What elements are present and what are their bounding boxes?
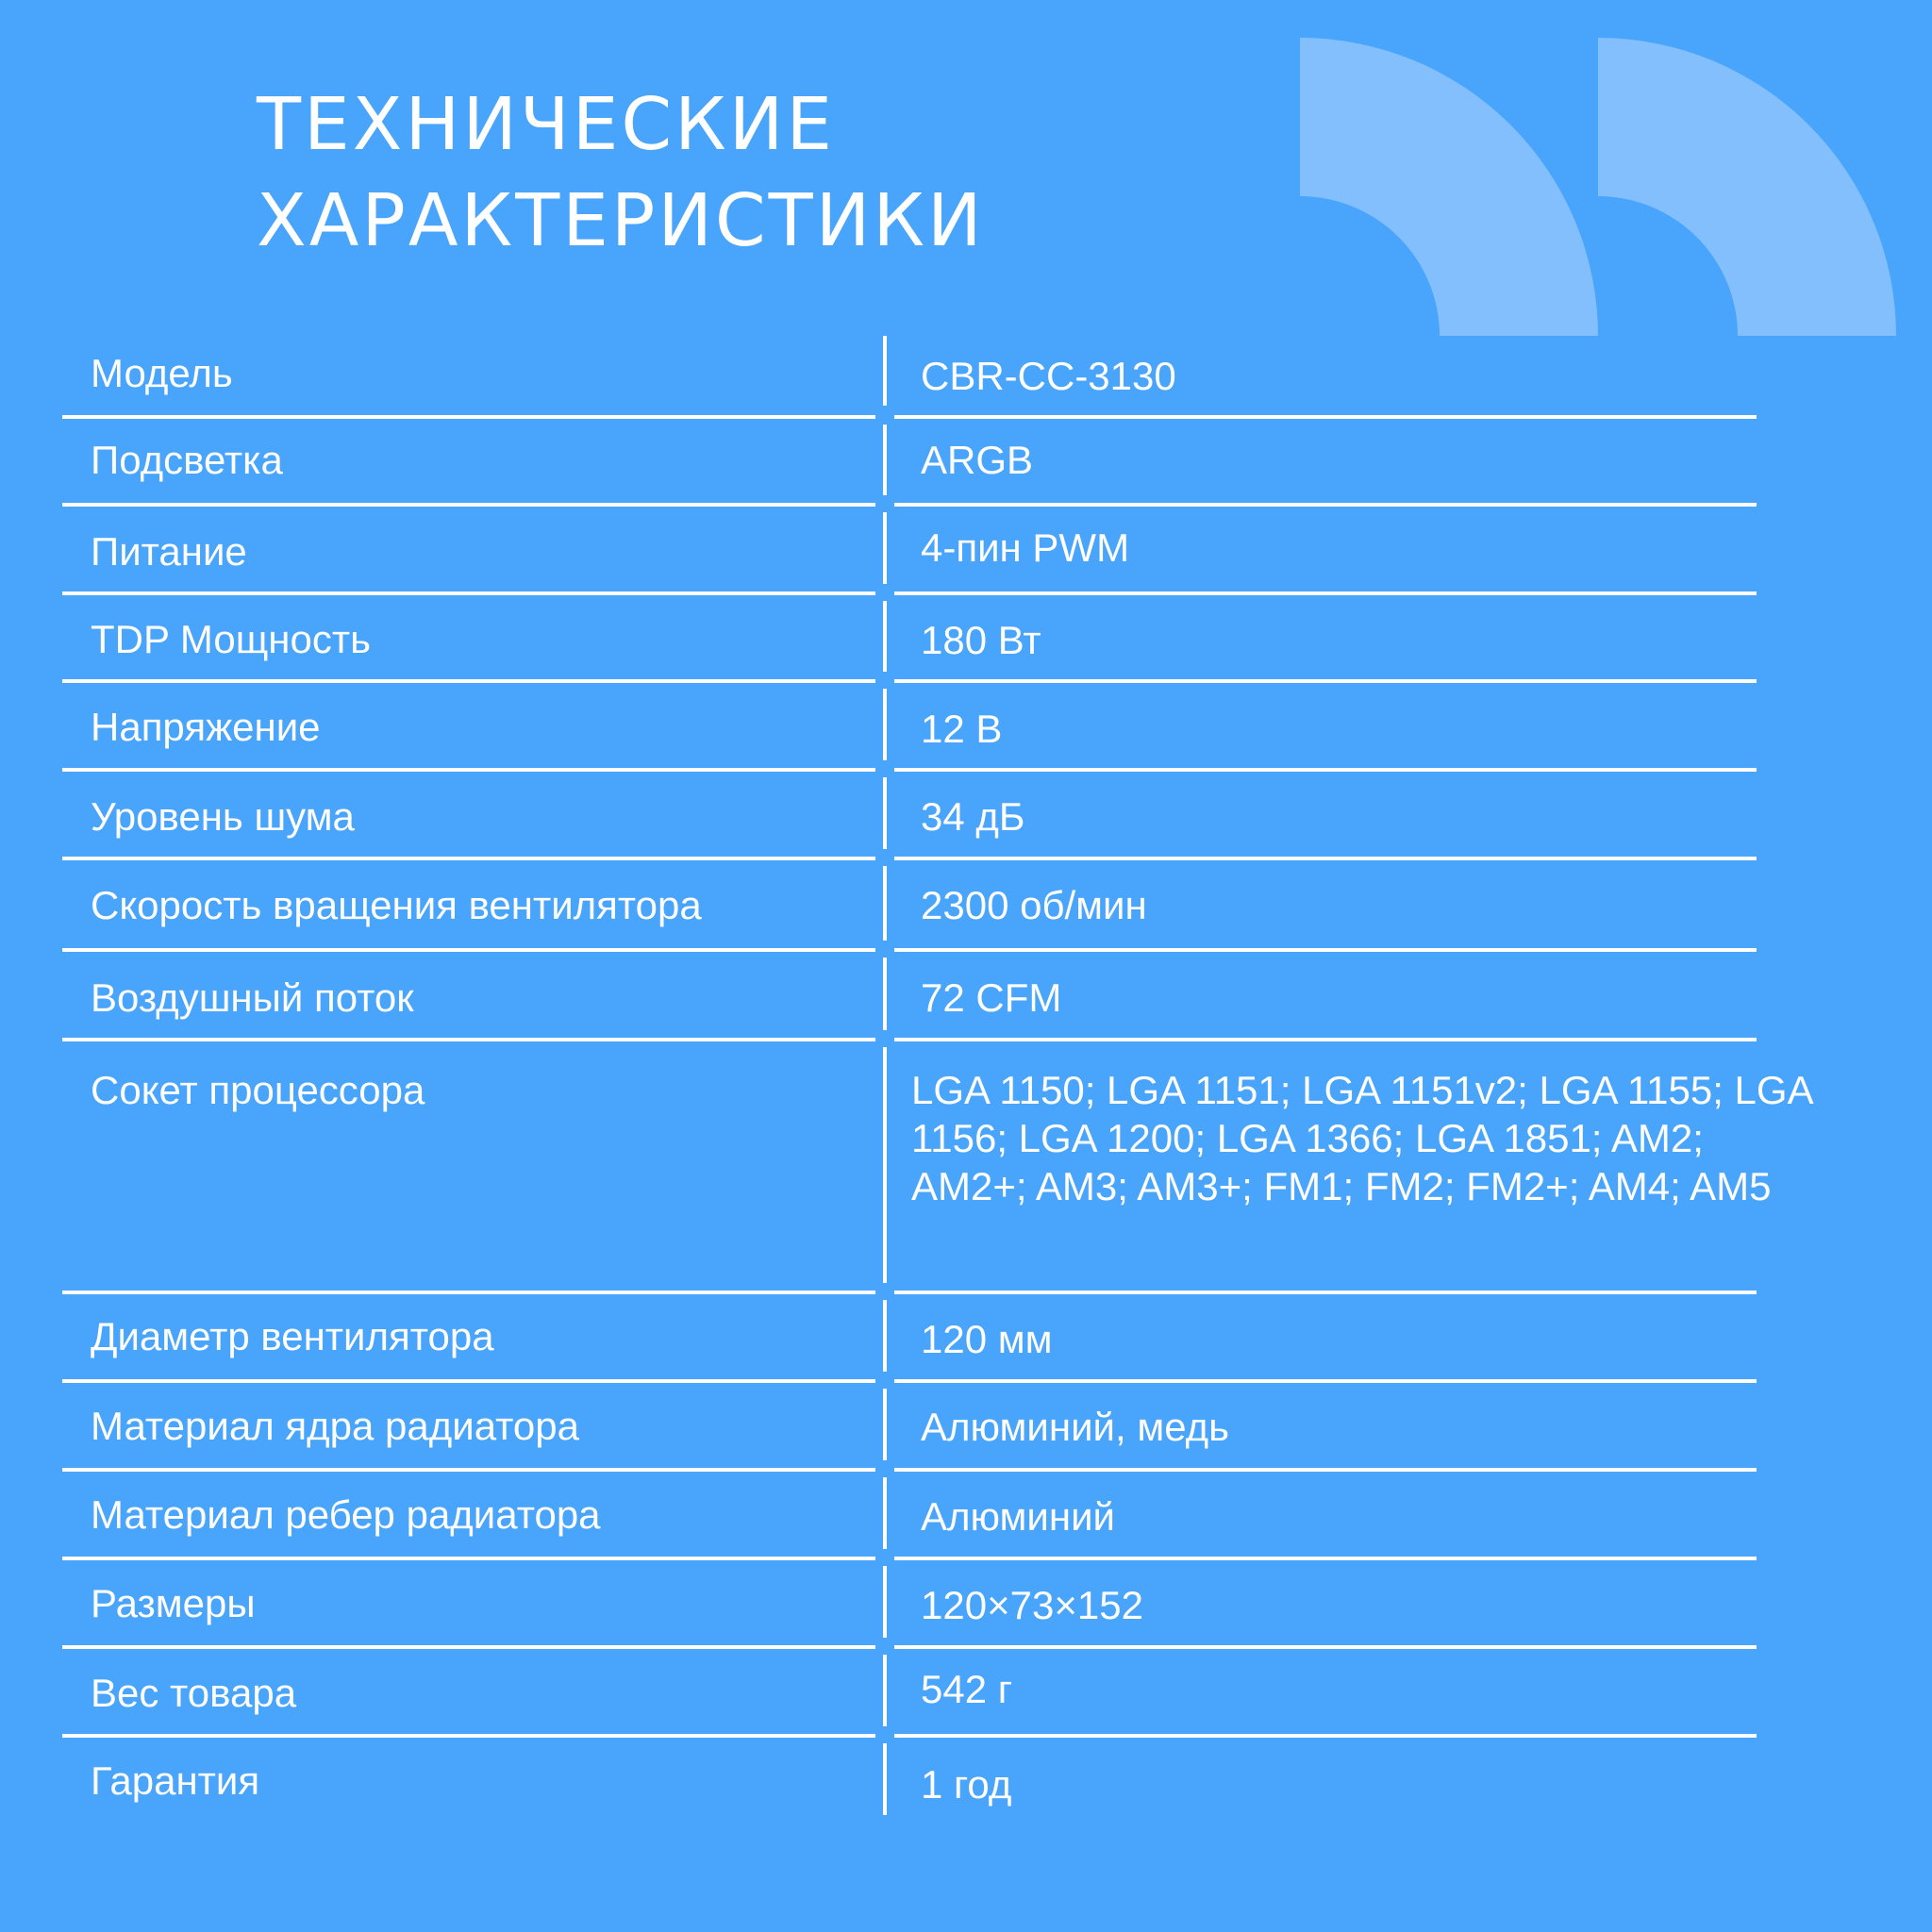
- row-divider: [894, 1734, 1757, 1738]
- row-divider: [62, 679, 875, 683]
- row-divider: [62, 415, 875, 419]
- row-divider: [62, 1468, 875, 1472]
- spec-label: Вес товара: [91, 1671, 297, 1715]
- spec-value: LGA 1150; LGA 1151; LGA 1151v2; LGA 1155; LGA 1156; LGA 1200; LGA 1366; LGA 1851; AM2; AM2+; AM3; AM3+; FM1; FM2; FM2+; AM4; AM5: [911, 1068, 1812, 1208]
- row-divider: [62, 1038, 875, 1041]
- spec-value: 2300 об/мин: [921, 883, 1147, 927]
- spec-label: Диаметр вентилятора: [91, 1314, 494, 1358]
- column-divider: [883, 1047, 887, 1283]
- row-divider: [894, 1557, 1757, 1560]
- page-title-line-1: ТЕХНИЧЕСКИЕ: [257, 83, 836, 167]
- spec-value: ARGB: [921, 438, 1034, 482]
- spec-label: Уровень шума: [91, 794, 355, 839]
- column-divider: [883, 601, 887, 672]
- row-divider: [894, 679, 1757, 683]
- column-divider: [883, 958, 887, 1030]
- spec-label: Модель: [91, 351, 233, 395]
- spec-value: CBR-CC-3130: [921, 354, 1176, 398]
- row-divider: [894, 1291, 1757, 1294]
- spec-label: Сокет процессора: [91, 1068, 425, 1112]
- spec-label: Скорость вращения вентилятора: [91, 883, 702, 927]
- row-divider: [62, 1557, 875, 1560]
- column-divider: [883, 689, 887, 760]
- column-divider: [883, 425, 887, 495]
- page-title-line-2: ХАРАКТЕРИСТИКИ: [257, 179, 985, 263]
- row-divider: [894, 1645, 1757, 1649]
- row-divider: [62, 503, 875, 507]
- column-divider: [883, 1743, 887, 1815]
- column-divider: [883, 1566, 887, 1638]
- row-divider: [894, 591, 1757, 595]
- column-divider: [883, 1389, 887, 1460]
- spec-value: 4-пин PWM: [921, 525, 1130, 570]
- row-divider: [62, 948, 875, 952]
- column-divider: [883, 777, 887, 849]
- row-divider: [894, 503, 1757, 507]
- column-divider: [883, 512, 887, 584]
- row-divider: [894, 1038, 1757, 1041]
- row-divider: [62, 591, 875, 595]
- row-divider: [894, 768, 1757, 772]
- column-divider: [883, 1477, 887, 1549]
- row-divider: [894, 1379, 1757, 1383]
- row-divider: [62, 1379, 875, 1383]
- spec-value: 34 дБ: [921, 794, 1025, 839]
- column-divider: [883, 866, 887, 941]
- row-divider: [62, 1645, 875, 1649]
- spec-value: 1 год: [921, 1762, 1012, 1807]
- row-divider: [894, 857, 1757, 860]
- spec-label: Размеры: [91, 1581, 256, 1625]
- column-divider: [883, 1655, 887, 1726]
- spec-value: 72 CFM: [921, 975, 1062, 1020]
- row-divider: [894, 948, 1757, 952]
- spec-value: 12 В: [921, 707, 1003, 751]
- row-divider: [894, 1468, 1757, 1472]
- spec-value: 120 мм: [921, 1317, 1053, 1361]
- spec-label: Материал ядра радиатора: [91, 1404, 579, 1448]
- row-divider: [62, 857, 875, 860]
- spec-label: Материал ребер радиатора: [91, 1492, 601, 1537]
- spec-label: Питание: [91, 529, 247, 574]
- row-divider: [62, 1291, 875, 1294]
- row-divider: [894, 415, 1757, 419]
- spec-value: Алюминий, медь: [921, 1405, 1230, 1449]
- spec-label: TDP Мощность: [91, 617, 371, 661]
- spec-value: Алюминий: [921, 1494, 1116, 1539]
- spec-label: Подсветка: [91, 438, 283, 482]
- spec-value: 542 г: [921, 1667, 1013, 1711]
- spec-value: 180 Вт: [921, 618, 1041, 662]
- spec-value: 120×73×152: [921, 1583, 1143, 1627]
- row-divider: [62, 1734, 875, 1738]
- spec-label: Воздушный поток: [91, 975, 414, 1020]
- spec-label: Гарантия: [91, 1758, 260, 1803]
- column-divider: [883, 1300, 887, 1372]
- row-divider: [62, 768, 875, 772]
- spec-label: Напряжение: [91, 705, 321, 749]
- column-divider: [883, 336, 887, 406]
